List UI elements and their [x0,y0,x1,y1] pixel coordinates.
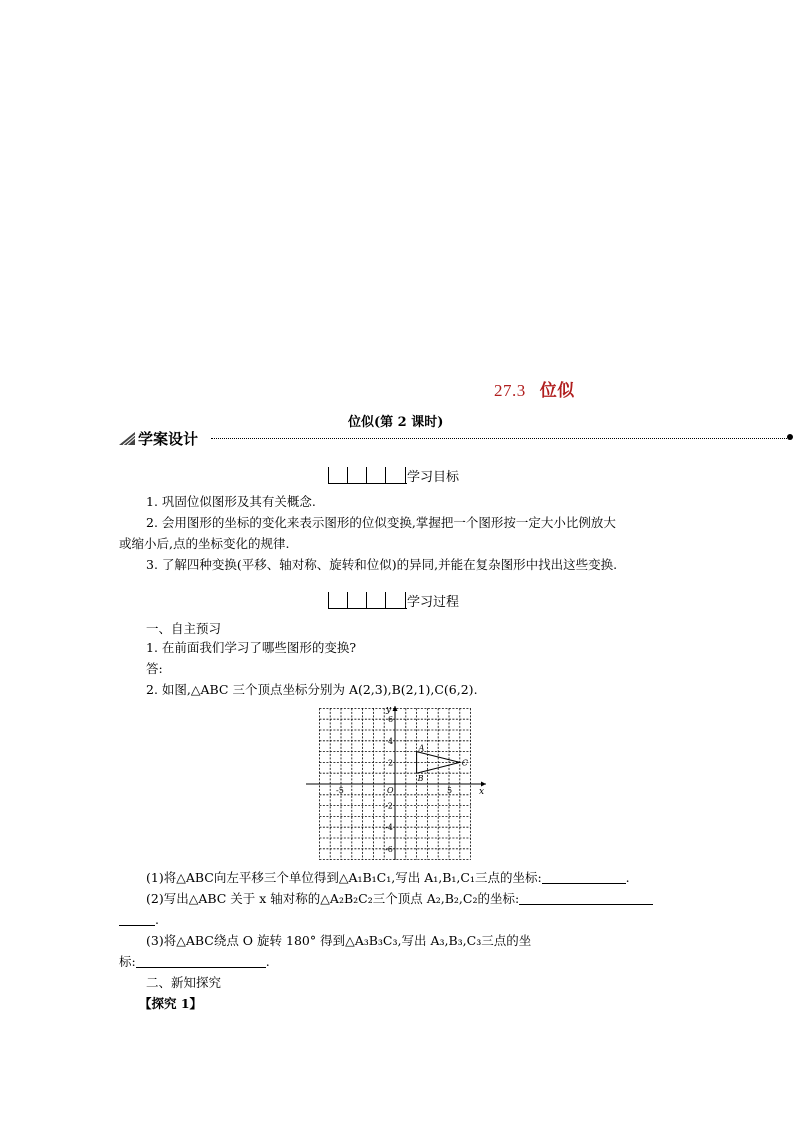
lesson-title: 位似(第 2 课时) [348,415,444,430]
objective-3: 3. 了解四种变换(平移、轴对称、旋转和位似)的异同,并能在复杂图形中找出这些变换. [146,557,618,572]
point-label-b: B [417,774,424,784]
objectives-heading: 学习目标 [328,466,459,485]
explore-1-label: 【探究 1】 [139,996,203,1011]
y-tick-label: -4 [385,823,393,833]
sub-question-2-cont: . [119,910,159,930]
x-tick-label: 5 [447,786,453,795]
banner-dotted-rule [211,438,791,439]
y-axis-label: y [386,705,392,715]
sub-question-3-cont: 标: . [119,954,270,969]
origin-label: O [387,786,394,795]
point-label-a: A [418,743,425,753]
part1-title: 一、自主预习 [146,621,222,636]
x-axis-arrow [481,782,486,787]
y-tick-label: 6 [388,715,394,725]
question-1: 1. 在前面我们学习了哪些图形的变换? [146,640,357,655]
banner-label: 学案设计 [119,428,198,449]
section-number: 27.3 [494,381,526,400]
part2-title: 二、新知探究 [146,975,222,990]
objective-1: 1. 巩固位似图形及其有关概念. [146,494,316,509]
answer-blank-2[interactable] [519,904,653,905]
answer-blank-1[interactable] [542,883,626,884]
objective-2-cont: 或缩小后,点的坐标变化的规律. [119,536,290,551]
answer-blank-3[interactable] [136,967,266,968]
banner-end-dot [787,434,793,440]
question-2: 2. 如图,△ABC 三个顶点坐标分别为 A(2,3),B(2,1),C(6,2). [146,682,478,697]
answer-label: 答: [146,661,163,676]
y-tick-label: -6 [385,844,393,854]
section-title [494,376,575,401]
section-name: 位似 [539,381,575,400]
answer-blank-2-cont[interactable] [119,925,155,926]
coordinate-grid-figure [300,702,495,864]
process-heading: 学习过程 [328,591,459,610]
section-banner [119,428,794,448]
banner-triangle-icon [119,432,135,445]
x-axis-label: x [479,787,485,797]
y-tick-label: 2 [388,758,394,768]
objective-2: 2. 会用图形的坐标的变化来表示图形的位似变换,掌握把一个图形按一定大小比例放大 [146,515,616,530]
sub-question-1: (1)将△ABC向左平移三个单位得到△A₁B₁C₁,写出 A₁,B₁,C₁三点的坐标: . [146,870,630,885]
x-tick-label: -5 [336,786,344,795]
sub-question-2: (2)写出△ABC 关于 x 轴对称的△A₂B₂C₂三个顶点 A₂,B₂,C₂的坐标: [146,889,653,909]
heading-box-decoration [328,467,407,484]
point-label-c: C [461,758,468,768]
y-tick-label: -2 [385,801,393,811]
y-tick-label: 4 [388,736,394,746]
sub-question-3: (3)将△ABC绕点 O 旋转 180° 得到△A₃B₃C₃,写出 A₃,B₃,C₃三点的坐 [146,933,532,948]
heading-box-decoration [328,592,407,609]
